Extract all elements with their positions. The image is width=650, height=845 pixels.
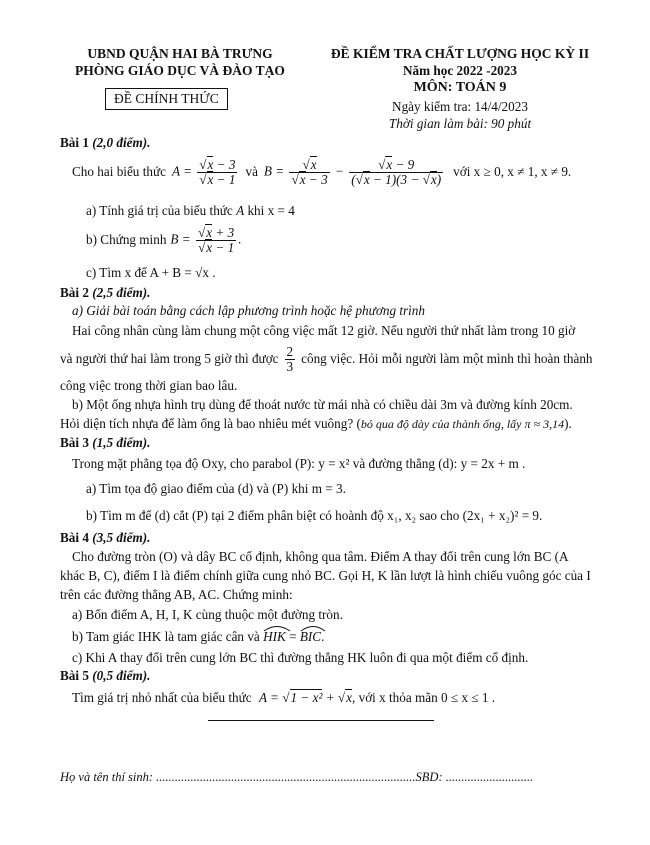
q2-heading	[60, 285, 150, 301]
q5-title: Bài 5	[60, 668, 89, 683]
school-year: Năm học 2022 -2023	[403, 63, 517, 78]
q4-b-eq: =	[289, 629, 297, 644]
expr-b-fraction-1: $\frac{√x}{√x - 3}$	[291, 156, 328, 187]
angle-hik: HIK	[263, 629, 286, 645]
expr-a-fraction: $\frac{√x - 3}{√x - 1}$	[199, 156, 236, 187]
q1-heading	[60, 135, 150, 151]
q1-intro-pre: Cho hai biểu thức	[72, 164, 166, 179]
q1-a-var: A	[236, 203, 245, 218]
q3-title: Bài 3	[60, 435, 89, 450]
q5-heading	[60, 668, 150, 684]
q5-points: (0,5 điểm).	[92, 668, 151, 683]
q2-a-heading: a) Giải bài toán bằng cách lập phương trình hoặc hệ phương trình	[72, 303, 425, 318]
q4-title: Bài 4	[60, 530, 89, 545]
q4-b-post: .	[321, 629, 325, 644]
q1-part-a	[86, 203, 295, 219]
q4-part-c: c) Khi A thay đổi trên cung lớn BC thì đường thẳng HK luôn đi qua một điểm cố định.	[72, 650, 529, 665]
q4-line2: khác B, C), điểm I là điểm chính giữa cung nhỏ BC. Gọi H, K lần lượt là hình chiếu vuông góc của I	[60, 568, 591, 583]
angle-bic: BIC	[300, 629, 321, 645]
department-name: UBND QUẬN HAI BÀ TRƯNG	[87, 46, 273, 61]
expr-b-fraction-2: $\frac{√x - 9}{(√x - 1)(3 - √x)}$	[351, 156, 442, 187]
office-name: PHÒNG GIÁO DỤC VÀ ĐÀO TẠO	[75, 63, 285, 78]
q2-b-line1: b) Một ống nhựa hình trụ dùng để thoát nước từ mái nhà có chiều dài 3m và đường kính 20cm.	[72, 397, 573, 412]
q4-points: (3,5 điểm).	[92, 530, 151, 545]
q2-points: (2,5 điểm).	[92, 285, 151, 300]
q1-and: và	[245, 164, 258, 179]
q2-title: Bài 2	[60, 285, 89, 300]
q1-b-expr: B = $\frac{√x + 3}{√x - 1}$ .	[170, 224, 242, 255]
q3-intro: Trong mặt phẳng tọa độ Oxy, cho parabol (P): y = x² và đường thẳng (d): y = 2x + m .	[72, 456, 526, 471]
q2-b-line2-pre: Hỏi diện tích nhựa để làm ống là bao nhiêu mét vuông? (	[60, 416, 361, 431]
q1-condition: với x ≥ 0, x ≠ 1, x ≠ 9.	[453, 164, 572, 179]
q2-a-line1: Hai công nhân cùng làm chung một công việc mất 12 giờ. Nếu người thứ nhất làm trong 10 giờ	[72, 323, 576, 338]
q2-b-line2	[60, 416, 572, 432]
q2-fraction-num: 2	[286, 343, 294, 359]
angle-hat-icon	[300, 624, 326, 632]
q4-b-pre: b) Tam giác IHK là tam giác cân và	[72, 629, 260, 644]
q4-line1: Cho đường tròn (O) và dây BC cố định, không qua tâm. Điểm A thay đổi trên cung lớn BC (A	[72, 549, 569, 564]
q5-text	[72, 690, 495, 706]
q1-a-pre: a) Tính giá trị của biểu thức	[86, 203, 233, 218]
q1-intro	[72, 152, 571, 192]
q3-part-b: b) Tìm m để (d) cắt (P) tại 2 điểm phân biệt có hoành độ x₁, x₂ sao cho (2x₁ + x₂)² = 9.	[86, 508, 543, 523]
exam-date: Ngày kiểm tra: 14/4/2023	[392, 99, 528, 114]
q4-line3: trên các đường thẳng AB, AC. Chứng minh:	[60, 587, 293, 602]
angle-hat-icon	[263, 624, 291, 632]
q2-a-line2	[60, 342, 593, 376]
q5-text-post: , với x thỏa mãn 0 ≤ x ≤ 1 .	[352, 690, 496, 705]
q4-part-b	[72, 629, 324, 645]
candidate-info: Họ và tên thí sinh: ...................................................................................SBD: ............................	[60, 770, 534, 784]
q5-expr: A = √1 − x² + √x	[258, 690, 352, 705]
q2-a-line2-pre: và người thứ hai làm trong 5 giờ thì được	[60, 351, 279, 366]
q1-b-fraction: $\frac{√x + 3}{√x - 1}$	[197, 224, 235, 255]
exam-title: ĐỀ KIỂM TRA CHẤT LƯỢNG HỌC KỲ II	[330, 46, 590, 61]
subject: MÔN: TOÁN 9	[413, 80, 507, 95]
q2-b-note: bỏ qua độ dày của thành ống, lấy π ≈ 3,14	[360, 417, 565, 431]
q2-a-line2-post: công việc. Hỏi mỗi người làm một mình thì hoàn thành	[301, 351, 593, 366]
q1-a-post: khi x = 4	[247, 203, 295, 218]
q4-part-a: a) Bốn điểm A, H, I, K cùng thuộc một đường tròn.	[72, 607, 343, 622]
q4-heading	[60, 530, 150, 546]
q2-fraction-den: 3	[286, 358, 294, 374]
expr-a: A = $\frac{√x - 3}{√x - 1}$	[171, 156, 236, 187]
q3-part-a: a) Tìm tọa độ giao điểm của (d) và (P) khi m = 3.	[86, 481, 346, 496]
expr-b: B = $\frac{√x}{√x - 3}$ − $\frac{√x - 9}{(√x - 1)(3 - √x)}$	[263, 156, 442, 187]
q2-fraction	[285, 345, 296, 374]
q1-b-pre: b) Chứng minh	[86, 232, 167, 247]
q5-text-pre: Tìm giá trị nhỏ nhất của biểu thức	[72, 690, 252, 705]
q1-part-c: c) Tìm x để A + B = √x .	[86, 265, 216, 280]
q3-points: (1,5 điểm).	[92, 435, 151, 450]
exam-duration: Thời gian làm bài: 90 phút	[388, 116, 532, 131]
end-divider	[208, 720, 434, 721]
q1-part-b	[86, 222, 241, 258]
q1-points: (2,0 điểm).	[92, 135, 151, 150]
official-exam-badge: ĐỀ CHÍNH THỨC	[105, 88, 228, 110]
q3-heading	[60, 435, 150, 451]
q1-title: Bài 1	[60, 135, 89, 150]
q2-b-line2-post: ).	[564, 416, 572, 431]
q2-a-line3: công việc trong thời gian bao lâu.	[60, 378, 238, 393]
